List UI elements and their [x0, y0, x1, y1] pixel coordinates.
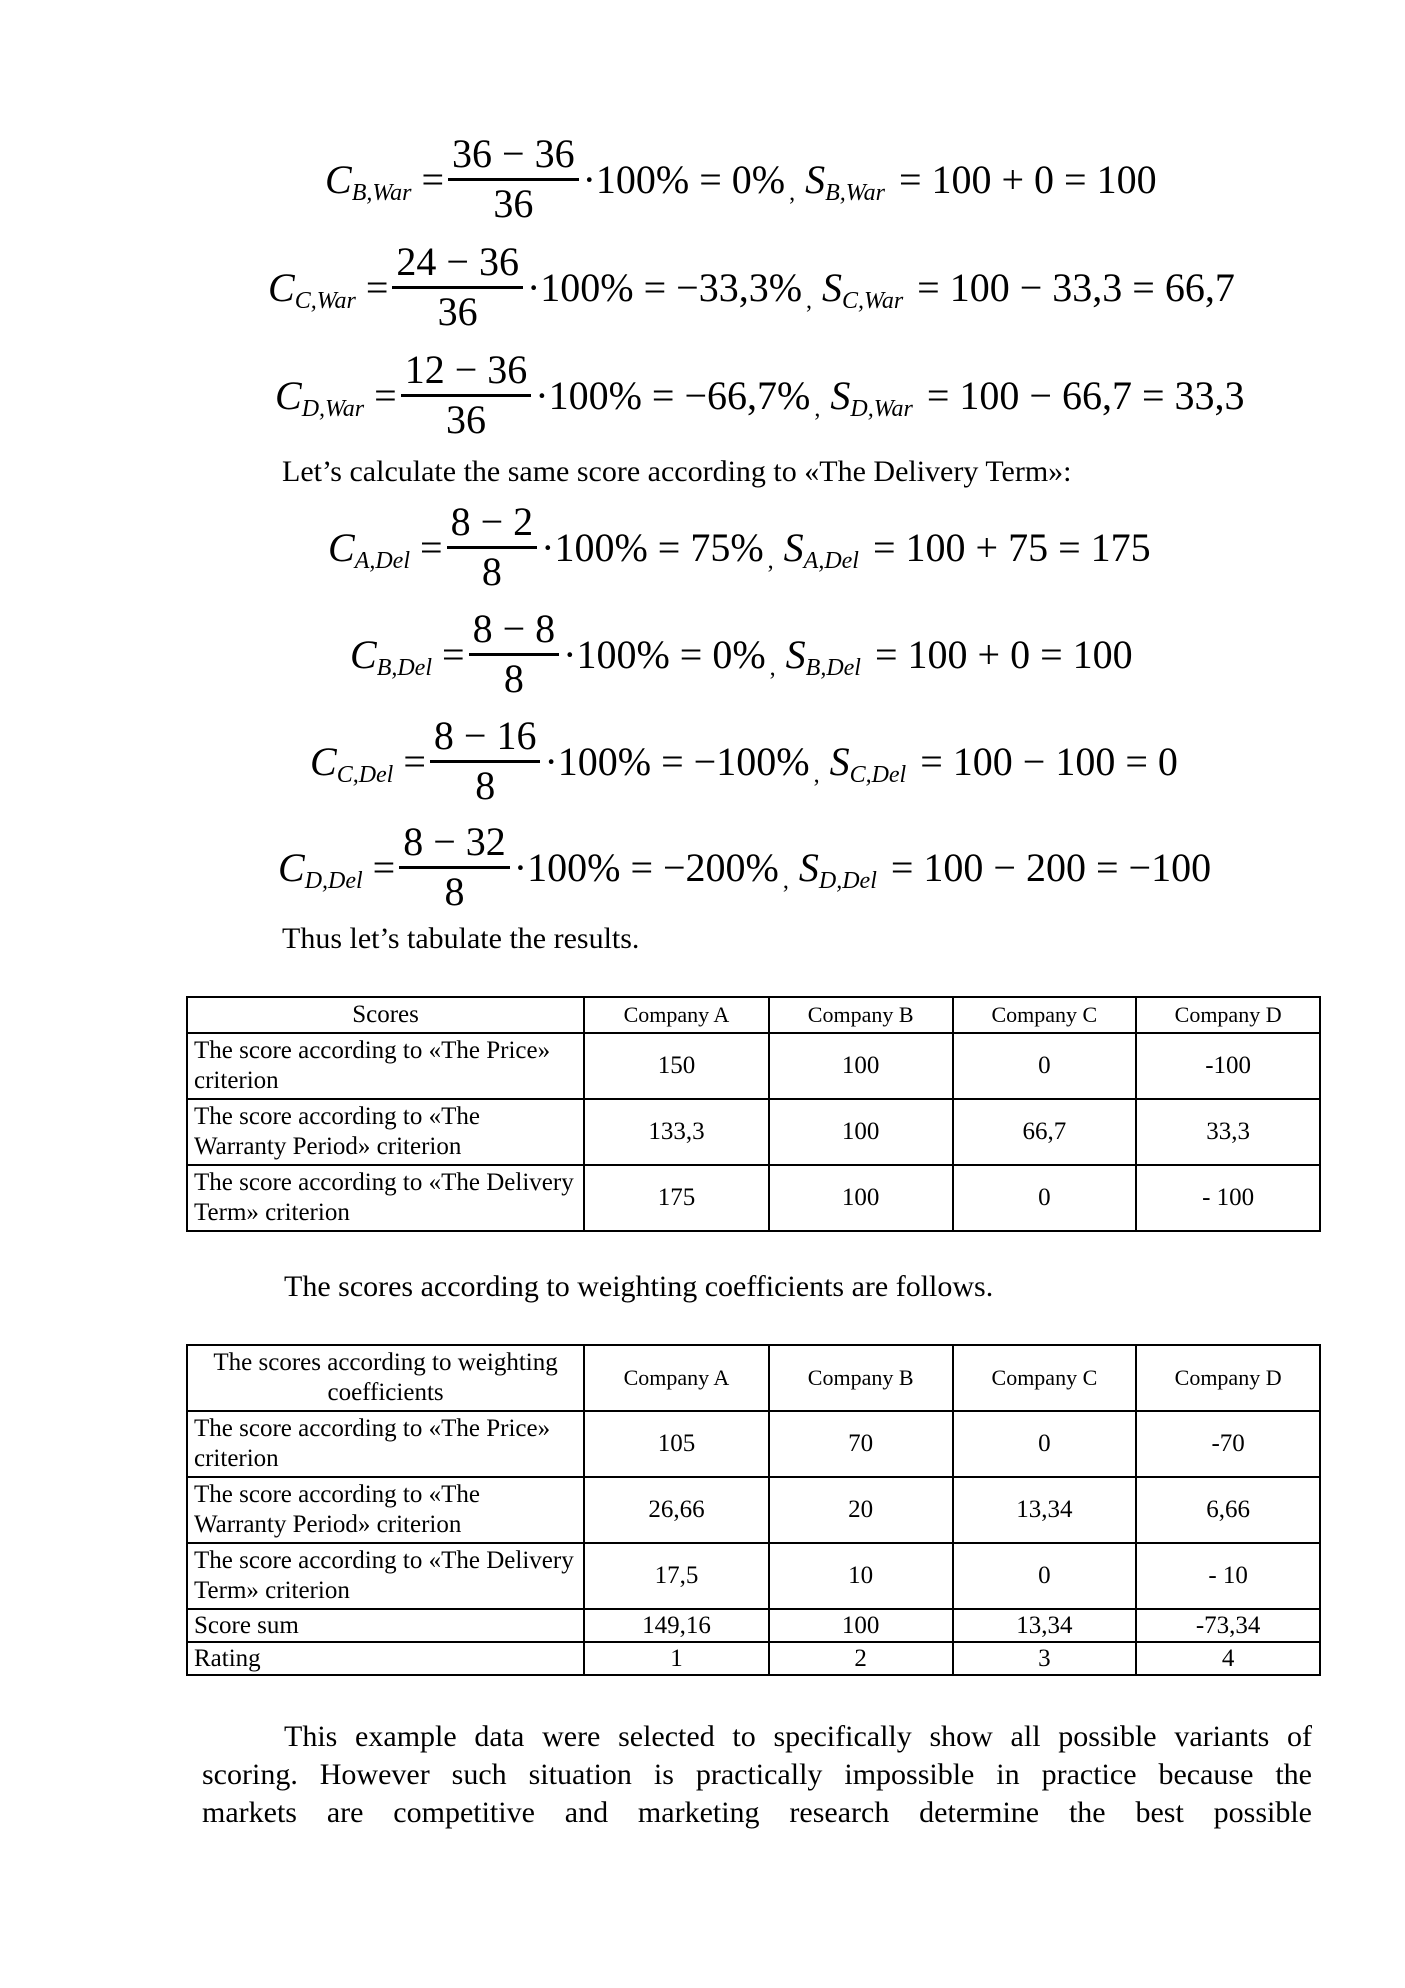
cell: 149,16: [584, 1609, 769, 1642]
fraction: [430, 714, 541, 809]
header-cell: Company B: [769, 997, 953, 1033]
fraction: [469, 607, 560, 702]
header-cell: Company A: [584, 997, 769, 1033]
denominator: 36: [493, 181, 534, 226]
s-result: = 100 − 33,3 = 66,7: [917, 265, 1235, 310]
denominator: 36: [437, 289, 478, 334]
numerator: 24 − 36: [392, 240, 523, 289]
cell: 1: [584, 1642, 769, 1675]
s-result: = 100 − 200 = −100: [890, 845, 1212, 890]
header-cell: Company A: [584, 1345, 769, 1411]
weighted-scores-table: [186, 1344, 1321, 1676]
numerator: 8 − 16: [430, 714, 541, 763]
table-row: [187, 1477, 1320, 1543]
cell: 13,34: [953, 1609, 1137, 1642]
fraction: [401, 348, 532, 443]
numerator: 8 − 32: [399, 820, 510, 869]
c-subscript: B,War: [351, 180, 412, 206]
separator: ,: [782, 868, 789, 894]
fraction: [392, 240, 523, 335]
numerator: 36 − 36: [448, 132, 579, 181]
equation-c-c-war: [268, 240, 1235, 335]
table-header-row: [187, 997, 1320, 1033]
header-cell: The scores according to weighting coefficients: [187, 1345, 584, 1411]
cell: 4: [1136, 1642, 1320, 1675]
numerator: 8 − 8: [469, 607, 560, 656]
row-label: The score according to «The Delivery Term» criterion: [187, 1165, 584, 1231]
equals-sign: =: [365, 265, 389, 310]
s-subscript: C,Del: [849, 762, 907, 788]
cell: 0: [953, 1411, 1137, 1477]
cell: 20: [769, 1477, 953, 1543]
s-subscript: D,Del: [818, 868, 877, 894]
separator: ,: [806, 288, 813, 314]
delivery-intro-text: Let’s calculate the same score according to «The Delivery Term»:: [282, 455, 1072, 488]
cell: - 100: [1136, 1165, 1320, 1231]
c-result: ·100% = −33,3%: [526, 265, 803, 310]
cell: - 10: [1136, 1543, 1320, 1609]
cell: 105: [584, 1411, 769, 1477]
paragraph-line: This example data were selected to specifically show all possible variants of: [284, 1720, 1312, 1753]
equals-sign: =: [442, 632, 465, 677]
fraction: [399, 820, 510, 915]
c-subscript: B,Del: [376, 655, 432, 681]
header-cell: Company C: [953, 1345, 1137, 1411]
cell: 33,3: [1136, 1099, 1320, 1165]
cell: 6,66: [1136, 1477, 1320, 1543]
cell: 0: [953, 1033, 1137, 1099]
c-variable: C: [350, 632, 377, 677]
numerator: 8 − 2: [447, 500, 538, 549]
header-cell: Scores: [187, 997, 584, 1033]
c-result: ·100% = 0%: [563, 632, 766, 677]
separator: ,: [813, 762, 820, 788]
s-variable: S: [822, 265, 843, 310]
row-label: The score according to «The Warranty Period» criterion: [187, 1477, 584, 1543]
header-cell: Company D: [1136, 1345, 1320, 1411]
numerator: 12 − 36: [401, 348, 532, 397]
table-row: [187, 1543, 1320, 1609]
separator: ,: [814, 396, 821, 422]
c-subscript: A,Del: [354, 548, 410, 574]
cell: 3: [953, 1642, 1137, 1675]
s-result: = 100 − 66,7 = 33,3: [926, 373, 1245, 418]
cell: -70: [1136, 1411, 1320, 1477]
s-subscript: C,War: [842, 288, 904, 314]
table-row-rating: [187, 1642, 1320, 1675]
s-result: = 100 − 100 = 0: [920, 739, 1178, 784]
equals-sign: =: [421, 157, 445, 202]
tabulate-text: Thus let’s tabulate the results.: [282, 922, 640, 955]
table-row: [187, 1099, 1320, 1165]
cell: 17,5: [584, 1543, 769, 1609]
header-cell: Company D: [1136, 997, 1320, 1033]
weighting-intro-text: The scores according to weighting coefficients are follows.: [284, 1270, 994, 1303]
cell: 0: [953, 1543, 1137, 1609]
c-subscript: D,War: [301, 396, 365, 422]
c-variable: C: [268, 265, 295, 310]
header-cell: Company B: [769, 1345, 953, 1411]
s-subscript: B,War: [825, 180, 885, 206]
closing-paragraph: [202, 1718, 1312, 1832]
header-cell: Company C: [953, 997, 1137, 1033]
row-label: The score according to «The Price» criterion: [187, 1411, 584, 1477]
equation-c-d-war: [275, 348, 1245, 443]
denominator: 8: [475, 763, 496, 808]
c-subscript: C,War: [294, 288, 356, 314]
paragraph-line: scoring. However such situation is practically impossible in practice because the: [202, 1758, 1312, 1791]
row-label: The score according to «The Delivery Term» criterion: [187, 1543, 584, 1609]
cell: 26,66: [584, 1477, 769, 1543]
cell: 2: [769, 1642, 953, 1675]
s-variable: S: [785, 632, 806, 677]
s-result: = 100 + 75 = 175: [872, 525, 1151, 570]
s-variable: S: [830, 373, 851, 418]
equation-c-d-del: [278, 820, 1211, 915]
s-subscript: A,Del: [803, 548, 859, 574]
c-variable: C: [275, 373, 302, 418]
separator: ,: [769, 655, 776, 681]
cell: 66,7: [953, 1099, 1137, 1165]
c-result: ·100% = 0%: [582, 157, 786, 202]
cell: 100: [769, 1099, 953, 1165]
c-result: ·100% = 75%: [541, 525, 764, 570]
c-variable: C: [328, 525, 355, 570]
cell: -73,34: [1136, 1609, 1320, 1642]
s-variable: S: [829, 739, 850, 784]
denominator: 8: [481, 549, 502, 594]
scores-table: [186, 996, 1321, 1232]
cell: 0: [953, 1165, 1137, 1231]
cell: 100: [769, 1033, 953, 1099]
paragraph-line: markets are competitive and marketing research determine the best possible: [202, 1796, 1312, 1829]
separator: ,: [767, 548, 774, 574]
equation-c-a-del: [328, 500, 1151, 595]
denominator: 36: [446, 397, 486, 442]
denominator: 8: [444, 869, 465, 914]
c-subscript: C,Del: [336, 762, 394, 788]
cell: 100: [769, 1609, 953, 1642]
s-variable: S: [798, 845, 819, 890]
s-subscript: B,Del: [805, 655, 861, 681]
s-subscript: D,War: [850, 396, 913, 422]
cell: 133,3: [584, 1099, 769, 1165]
equation-c-b-del: [350, 607, 1133, 702]
c-result: ·100% = −66,7%: [535, 373, 811, 418]
s-variable: S: [805, 157, 826, 202]
c-result: ·100% = −200%: [513, 845, 779, 890]
fraction: [448, 132, 579, 227]
cell: 150: [584, 1033, 769, 1099]
row-label: The score according to «The Warranty Period» criterion: [187, 1099, 584, 1165]
table-row-score-sum: [187, 1609, 1320, 1642]
equals-sign: =: [372, 845, 396, 890]
row-label: The score according to «The Price» criterion: [187, 1033, 584, 1099]
table-row: [187, 1033, 1320, 1099]
table-row: [187, 1411, 1320, 1477]
cell: 10: [769, 1543, 953, 1609]
c-variable: C: [310, 739, 337, 784]
c-variable: C: [325, 157, 352, 202]
equals-sign: =: [403, 739, 426, 784]
equation-c-c-del: [310, 714, 1178, 809]
table-row: [187, 1165, 1320, 1231]
table-header-row: [187, 1345, 1320, 1411]
s-result: = 100 + 0 = 100: [874, 632, 1133, 677]
equation-c-b-war: [325, 132, 1157, 227]
separator: ,: [789, 180, 796, 206]
cell: 100: [769, 1165, 953, 1231]
cell: 13,34: [953, 1477, 1137, 1543]
cell: -100: [1136, 1033, 1320, 1099]
equals-sign: =: [420, 525, 443, 570]
c-subscript: D,Del: [304, 868, 363, 894]
row-label: Rating: [187, 1642, 584, 1675]
s-result: = 100 + 0 = 100: [898, 157, 1157, 202]
c-variable: C: [278, 845, 305, 890]
row-label: Score sum: [187, 1609, 584, 1642]
denominator: 8: [503, 656, 524, 701]
c-result: ·100% = −100%: [544, 739, 810, 784]
cell: 70: [769, 1411, 953, 1477]
equals-sign: =: [374, 373, 397, 418]
s-variable: S: [783, 525, 804, 570]
fraction: [447, 500, 538, 595]
cell: 175: [584, 1165, 769, 1231]
